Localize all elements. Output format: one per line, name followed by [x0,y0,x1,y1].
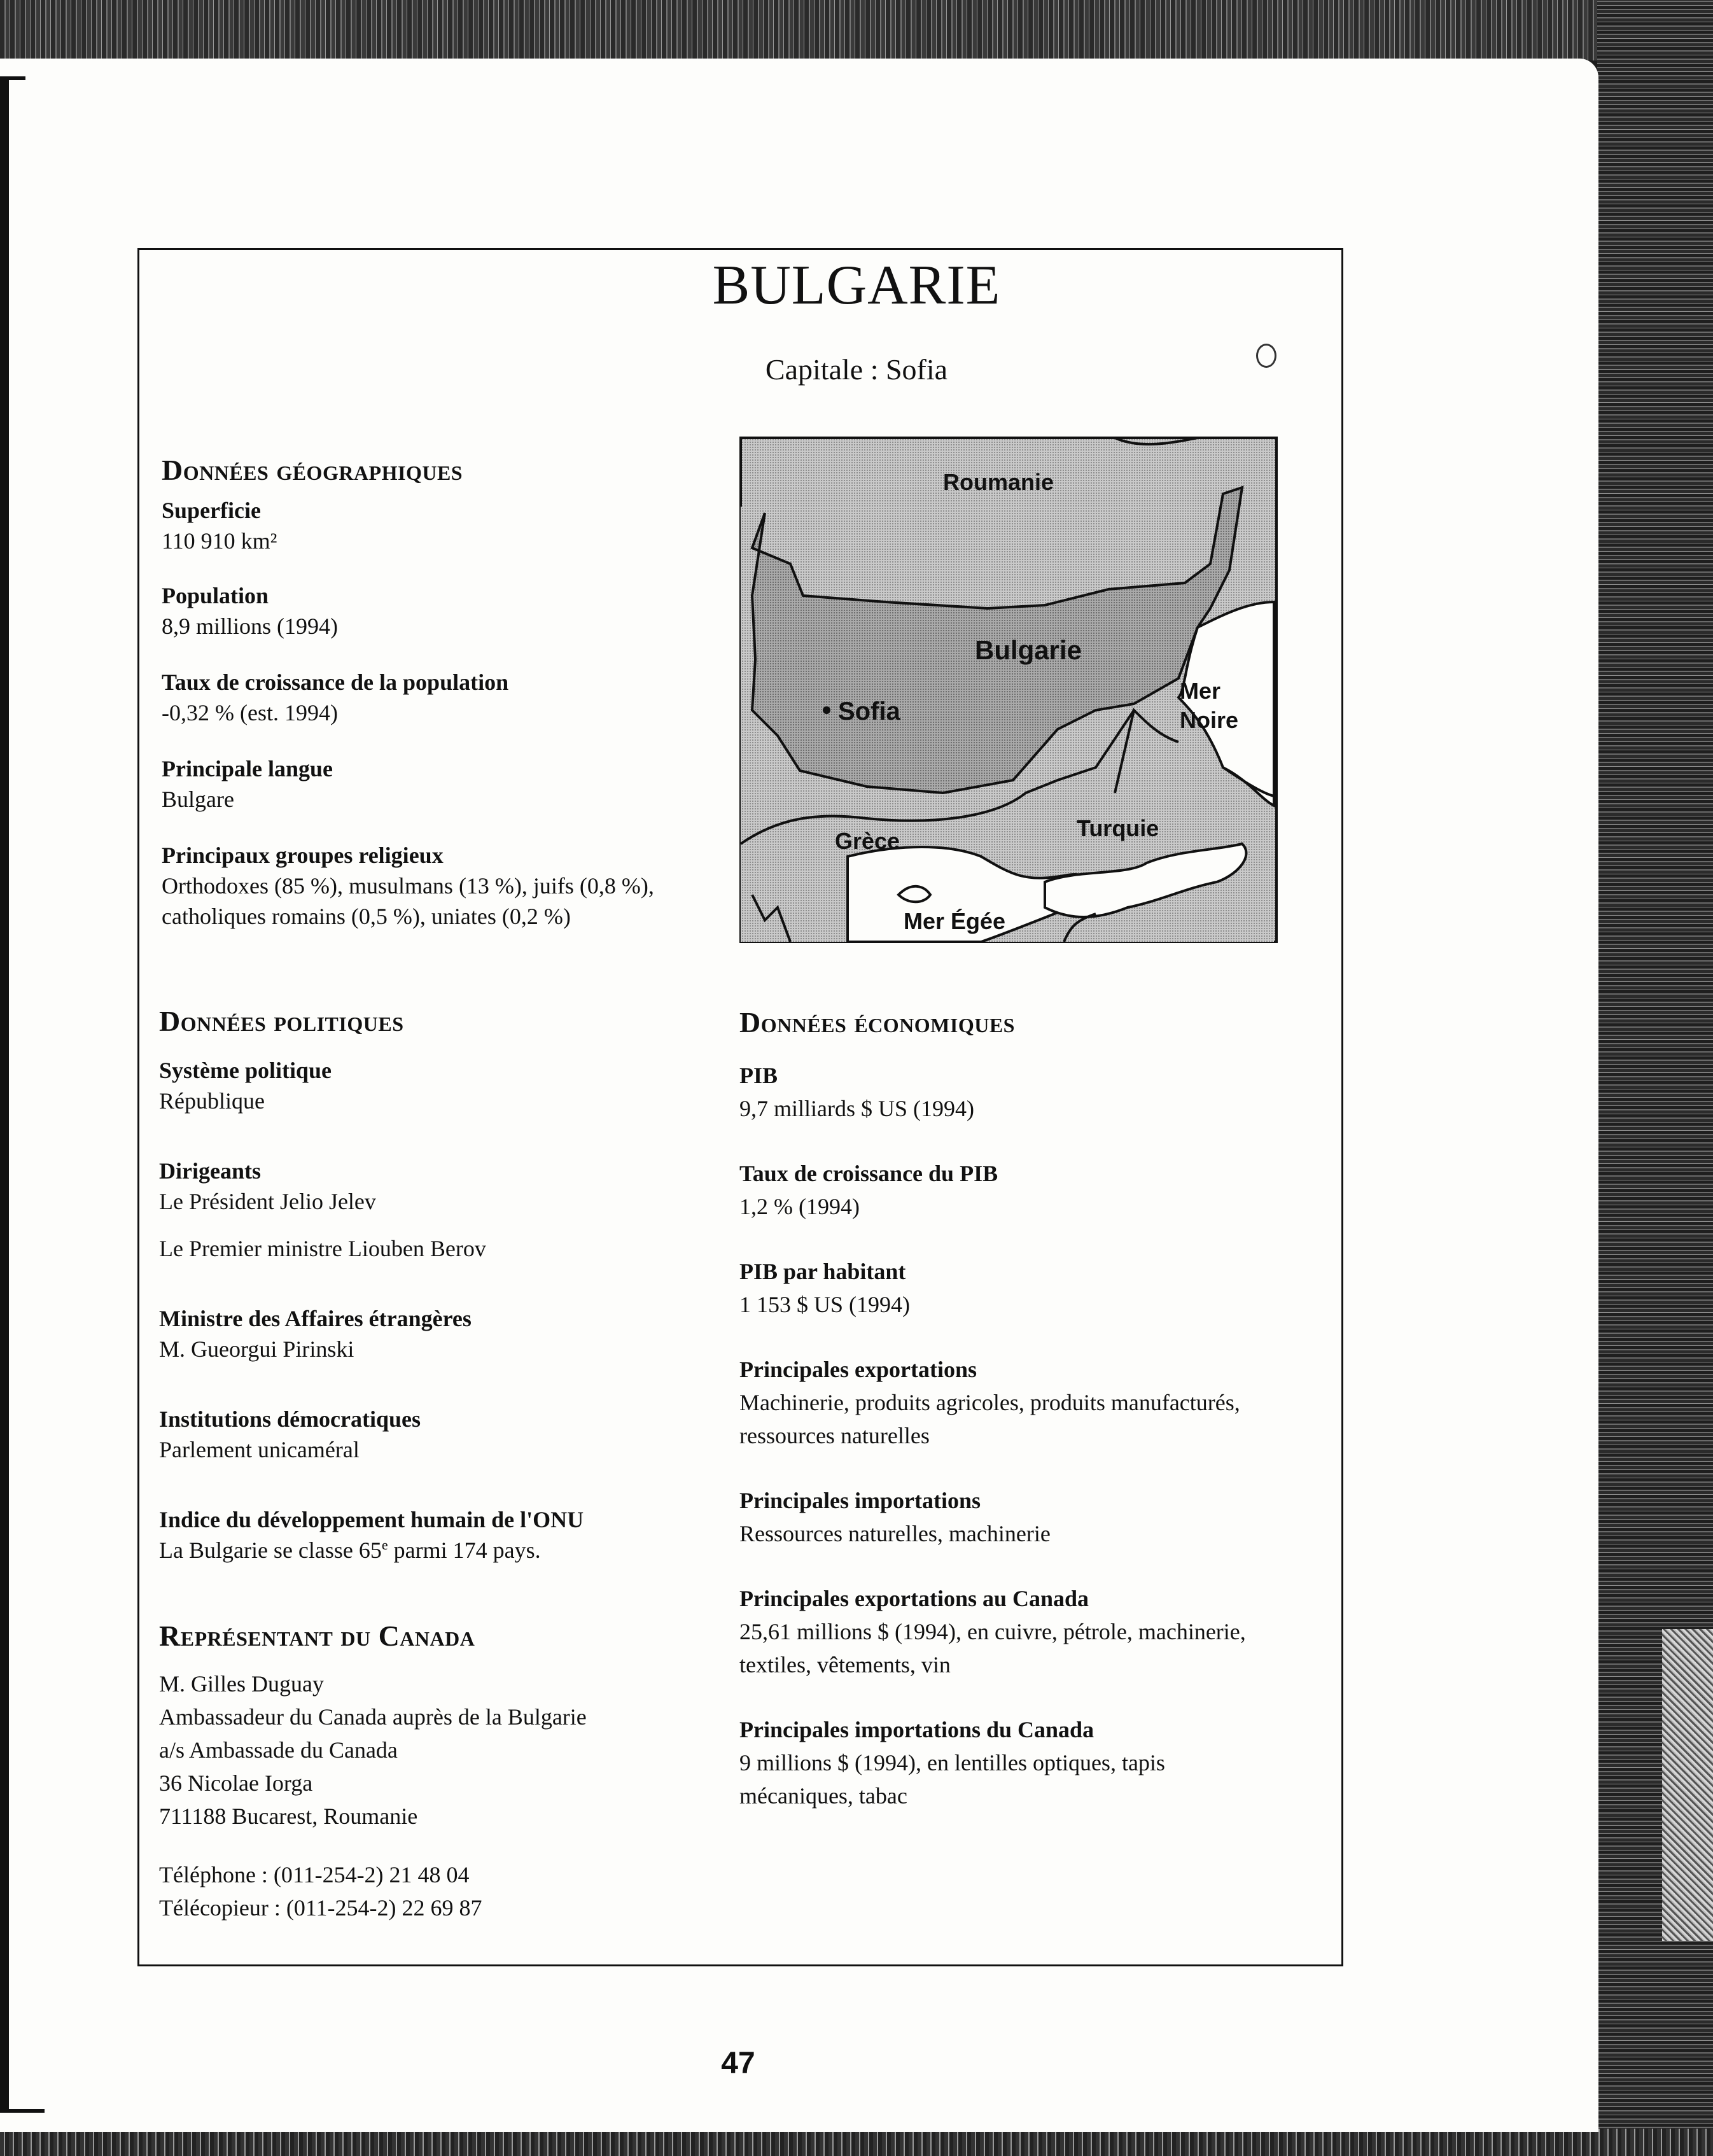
map-label-aegean: Mer Égée [904,908,1006,934]
rep-phone: Téléphone : (011-254-2) 21 48 04 [159,1862,470,1887]
page-title: BULGARIE [712,255,1001,316]
eco-value: 1,2 % (1994) [739,1194,860,1219]
geo-label: Principale langue [162,756,333,781]
eco-item-imports-canada [739,1713,1246,1812]
geo-item-language [162,753,654,815]
pol-item-hdi [159,1504,584,1565]
eco-label: Principales exportations au Canada [739,1586,1089,1611]
geo-label: Taux de croissance de la population [162,669,509,695]
map-label-black-sea-2: Noire [1180,707,1239,733]
pol-heading: Données politiques [159,1005,404,1037]
geo-value: -0,32 % (est. 1994) [162,700,338,725]
geo-item-growth [162,667,654,728]
geo-item-religion [162,840,654,932]
hdi-text-sup: e [381,1537,388,1553]
map-sofia-dot [823,706,830,714]
eco-label: Principales importations du Canada [739,1717,1094,1742]
rep-line: 711188 Bucarest, Roumanie [159,1803,418,1829]
pol-value: M. Gueorgui Pirinski [159,1336,354,1362]
map-svg [739,437,1278,943]
eco-label: PIB par habitant [739,1259,906,1284]
map-label-romania: Roumanie [943,469,1054,495]
eco-heading: Données économiques [739,1006,1015,1039]
rep-line: 36 Nicolae Iorga [159,1770,313,1796]
hdi-text-pre: La Bulgarie se classe 65 [159,1537,382,1563]
geo-value: Bulgare [162,787,234,812]
geo-item-population [162,580,654,641]
eco-item-exports [739,1353,1246,1452]
pol-value-2: Le Premier ministre Liouben Berov [159,1236,486,1261]
pol-label: Ministre des Affaires étrangères [159,1306,472,1331]
rep-heading: Représentant du Canada [159,1620,475,1652]
pol-list [159,1055,584,1591]
pol-value: Le Président Jelio Jelev [159,1189,376,1214]
eco-item-gdp-growth [739,1157,1246,1223]
pol-value [159,1535,584,1565]
pol-label: Dirigeants [159,1158,261,1184]
eco-value-line: mécaniques, tabac [739,1783,907,1809]
binding-cap-top [0,76,25,80]
pol-item-system [159,1055,584,1116]
geo-label: Principaux groupes religieux [162,843,444,868]
eco-label: PIB [739,1063,778,1088]
page-number: 47 [721,2047,755,2080]
eco-value-line: 25,61 millions $ (1994), en cuivre, pétrole, machinerie, [739,1619,1246,1644]
eco-item-gdp [739,1059,1246,1125]
pol-value: Parlement unicaméral [159,1437,360,1462]
eco-value-line: ressources naturelles [739,1423,930,1448]
eco-value: 9,7 milliards $ US (1994) [739,1096,974,1121]
pol-item-institutions [159,1404,584,1465]
hdi-text-post: parmi 174 pays. [388,1537,541,1563]
pol-label: Institutions démocratiques [159,1406,421,1432]
map-bulgaria [739,437,1278,943]
geo-value-line: catholiques romains (0,5 %), uniates (0,2 %) [162,904,571,929]
eco-label: Taux de croissance du PIB [739,1161,998,1186]
geo-value: 110 910 km² [162,528,277,554]
map-label-turkey: Turquie [1077,815,1159,841]
pol-value: République [159,1088,265,1114]
pol-label: Indice du développement humain de l'ONU [159,1507,584,1532]
pol-label: Système politique [159,1058,332,1083]
binding-cap-bottom [0,2109,45,2113]
eco-list [739,1059,1246,1838]
map-label-bulgaria: Bulgarie [975,635,1082,665]
map-label-greece: Grèce [835,828,900,854]
geo-value-line: Orthodoxes (85 %), musulmans (13 %), juifs (0,8 %), [162,873,654,899]
eco-value-line: Machinerie, produits agricoles, produits manufacturés, [739,1390,1240,1415]
pol-item-minister [159,1303,584,1364]
scan-noise-patch [1662,1629,1713,1941]
rep-line: M. Gilles Duguay [159,1671,324,1697]
capital-subtitle: Capitale : Sofia [765,353,948,386]
rep-fax: Télécopieur : (011-254-2) 22 69 87 [159,1895,482,1921]
eco-label: Principales importations [739,1488,981,1513]
rep-line: Ambassadeur du Canada auprès de la Bulgarie [159,1704,587,1730]
scan-edge-bottom [0,2129,1713,2156]
eco-item-exports-canada [739,1582,1246,1681]
scan-circle-mark [1256,344,1276,368]
geo-heading: Données géographiques [162,454,463,486]
eco-item-imports [739,1484,1246,1550]
eco-label: Principales exportations [739,1357,977,1382]
geo-item-area [162,495,654,556]
geo-label: Population [162,583,269,608]
scan-edge-top [0,0,1713,60]
rep-line: a/s Ambassade du Canada [159,1737,398,1763]
rep-address [159,1667,587,1924]
pol-item-leaders [159,1156,584,1264]
geo-value: 8,9 millions (1994) [162,613,338,639]
eco-value-line: textiles, vêtements, vin [739,1652,951,1677]
geo-list [162,495,654,957]
eco-value: Ressources naturelles, machinerie [739,1521,1051,1546]
eco-value: 1 153 $ US (1994) [739,1292,910,1317]
eco-item-gdp-per-capita [739,1255,1246,1321]
map-label-black-sea-1: Mer [1180,678,1221,704]
eco-value-line: 9 millions $ (1994), en lentilles optiques, tapis [739,1750,1165,1775]
geo-label: Superficie [162,498,261,523]
map-label-sofia: Sofia [838,697,900,725]
